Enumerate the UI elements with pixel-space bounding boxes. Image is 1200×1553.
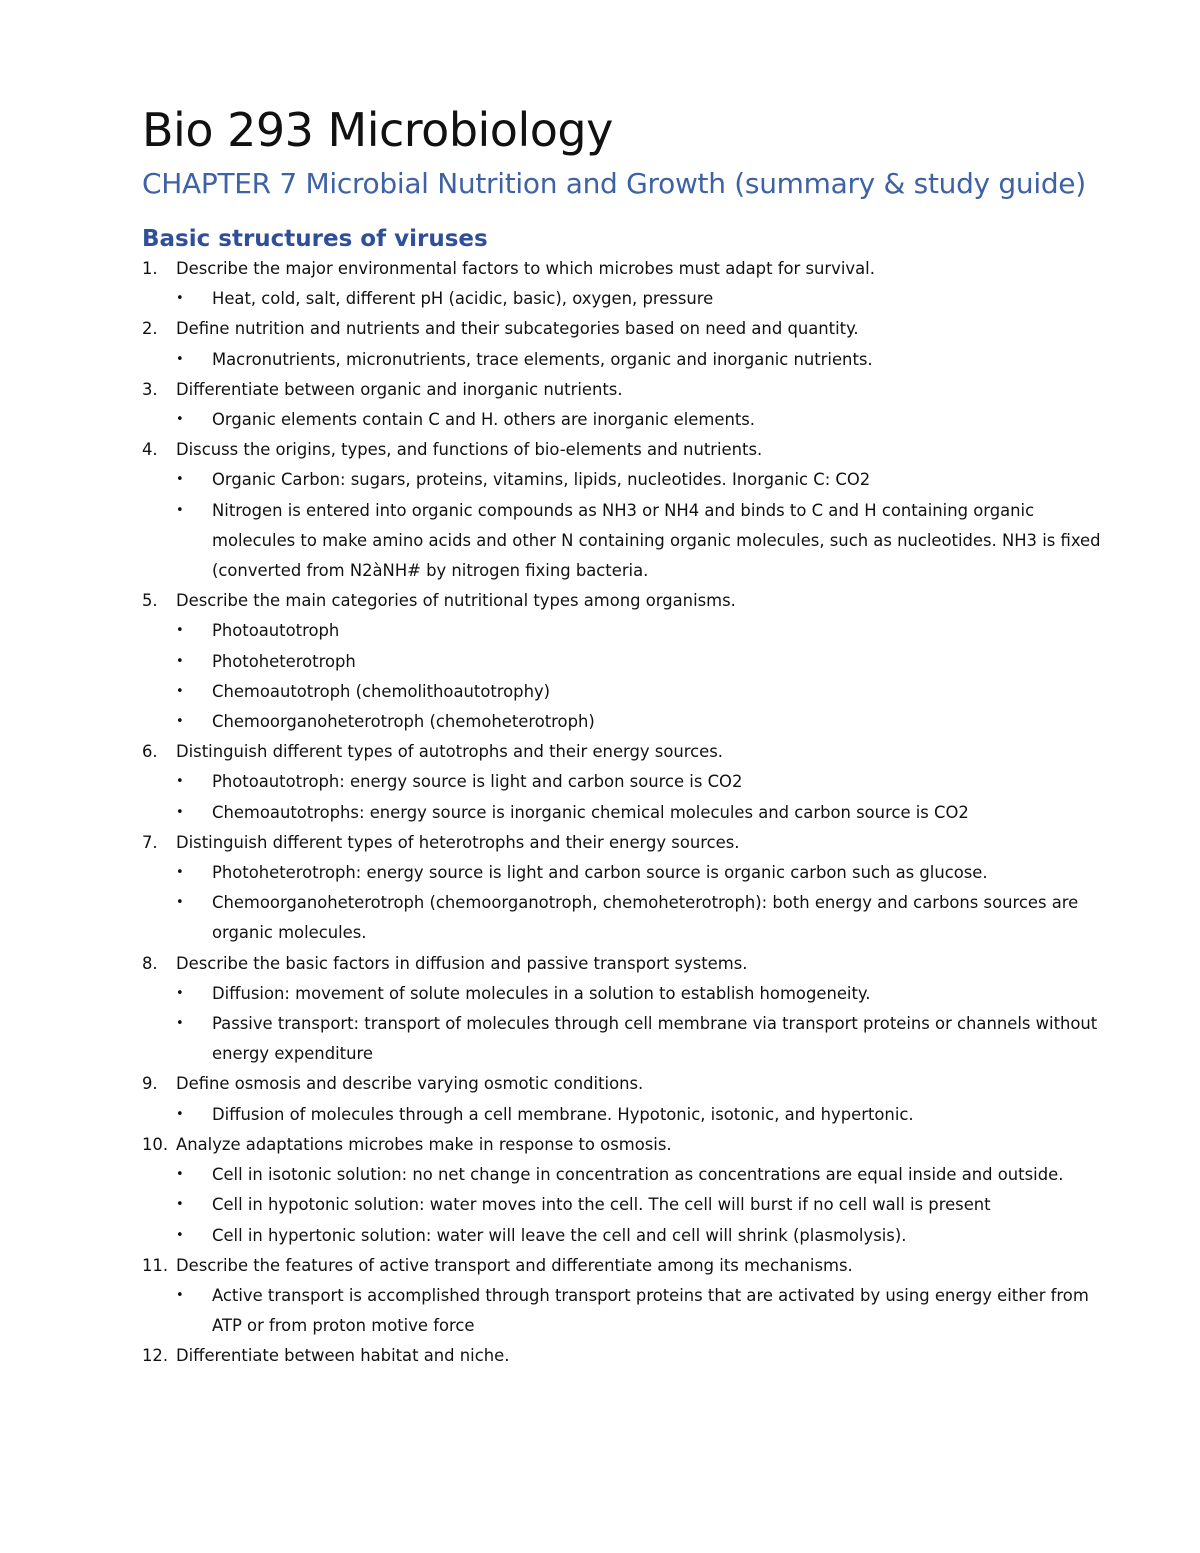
answer-text: Photoheterotroph: energy source is light and carbon source is organic carbon such as glucose. — [212, 863, 988, 883]
question-number: 4. — [142, 440, 158, 460]
answer-text: Macronutrients, micronutrients, trace elements, organic and inorganic nutrients. — [212, 349, 873, 369]
bullet-icon: • — [176, 804, 184, 820]
question-number: 7. — [142, 832, 158, 852]
question-item — [142, 1069, 1122, 1129]
bullet-icon: • — [176, 502, 184, 518]
question-item — [142, 1130, 1122, 1251]
question-number: 1. — [142, 259, 158, 278]
question-item — [142, 1341, 1122, 1371]
question-number: 9. — [142, 1074, 158, 1094]
answer-text: Active transport is accomplished through transport proteins that are activated by using energy either from ATP or from proton motive force — [212, 1285, 1089, 1336]
answer-list — [176, 767, 1122, 827]
answer-text: Photoautotroph: energy source is light and carbon source is CO2 — [212, 772, 743, 792]
answer-list — [176, 284, 1122, 314]
answer-text: Nitrogen is entered into organic compounds as NH3 or NH4 and binds to C and H containing organic molecules to make amino acids and other N containing organic molecules, such as nucleotides. NH3 is fixed (converted from N2àNH# by nitrogen fixing bacteria. — [212, 500, 1101, 581]
answer-text: Chemoautotrophs: energy source is inorganic chemical molecules and carbon source is CO2 — [212, 802, 969, 822]
question-item — [142, 949, 1122, 1070]
answer-text: Photoheterotroph — [212, 651, 356, 671]
bullet-icon: • — [176, 653, 184, 669]
answer-item — [176, 707, 1122, 737]
question-number: 3. — [142, 379, 158, 399]
answer-item — [176, 496, 1122, 587]
bullet-icon: • — [176, 1106, 184, 1122]
answer-item — [176, 647, 1122, 677]
question-text: Describe the features of active transport and differentiate among its mechanisms. — [176, 1255, 853, 1275]
question-item — [142, 435, 1122, 586]
answer-list — [176, 1160, 1122, 1251]
bullet-icon: • — [176, 1287, 184, 1303]
bullet-icon: • — [176, 1016, 184, 1032]
question-item — [142, 737, 1122, 828]
question-number: 12. — [142, 1346, 169, 1366]
question-number: 2. — [142, 319, 158, 339]
question-text: Define nutrition and nutrients and their subcategories based on need and quantity. — [176, 319, 859, 339]
answer-item — [176, 345, 1122, 375]
bullet-icon: • — [176, 351, 184, 367]
answer-list — [176, 616, 1122, 737]
answer-text: Chemoorganoheterotroph (chemoorganotroph, chemoheterotroph): both energy and carbons sources are organic molecules. — [212, 893, 1079, 943]
bullet-icon: • — [176, 1197, 184, 1213]
section-heading: Basic structures of viruses — [142, 226, 488, 252]
question-text: Describe the major environmental factors to which microbes must adapt for survival. — [176, 259, 875, 278]
answer-list — [176, 979, 1122, 1070]
question-text: Discuss the origins, types, and functions of bio-elements and nutrients. — [176, 440, 763, 460]
answer-item — [176, 767, 1122, 797]
question-number: 5. — [142, 591, 158, 611]
question-text: Analyze adaptations microbes make in response to osmosis. — [176, 1134, 672, 1154]
answer-item — [176, 1190, 1122, 1220]
answer-item — [176, 616, 1122, 646]
answer-item — [176, 1009, 1122, 1069]
bullet-icon: • — [176, 1167, 184, 1183]
answer-list — [176, 1100, 1122, 1130]
bullet-icon: • — [176, 714, 184, 730]
answer-text: Cell in hypotonic solution: water moves into the cell. The cell will burst if no cell wall is present — [212, 1195, 991, 1215]
bullet-icon: • — [176, 412, 184, 428]
question-item — [142, 586, 1122, 737]
question-item — [142, 375, 1122, 435]
question-number: 11. — [142, 1255, 169, 1275]
answer-text: Chemoorganoheterotroph (chemoheterotroph) — [212, 712, 595, 732]
answer-item — [176, 1221, 1122, 1251]
answer-text: Passive transport: transport of molecules through cell membrane via transport proteins or channels without energy expenditure — [212, 1014, 1098, 1064]
answer-text: Diffusion of molecules through a cell membrane. Hypotonic, isotonic, and hypertonic. — [212, 1104, 914, 1124]
answer-item — [176, 1100, 1122, 1130]
question-item — [142, 254, 1122, 314]
answer-text: Photoautotroph — [212, 621, 340, 641]
answer-item — [176, 405, 1122, 435]
bullet-icon: • — [176, 291, 184, 307]
answer-item — [176, 1160, 1122, 1190]
bullet-icon: • — [176, 895, 184, 911]
answer-item — [176, 979, 1122, 1009]
answer-item — [176, 858, 1122, 888]
document-page — [142, 100, 1122, 1372]
question-number: 8. — [142, 953, 158, 973]
answer-item — [176, 798, 1122, 828]
answer-text: Diffusion: movement of solute molecules in a solution to establish homogeneity. — [212, 983, 871, 1003]
answer-item — [176, 284, 1122, 314]
answer-text: Cell in hypertonic solution: water will leave the cell and cell will shrink (plasmolysis). — [212, 1225, 907, 1245]
question-text: Differentiate between habitat and niche. — [176, 1346, 510, 1366]
document-subtitle: CHAPTER 7 Microbial Nutrition and Growth (summary & study guide) — [142, 167, 1086, 200]
question-text: Define osmosis and describe varying osmotic conditions. — [176, 1074, 644, 1094]
answer-list — [176, 858, 1122, 949]
bullet-icon: • — [176, 774, 184, 790]
bullet-icon: • — [176, 472, 184, 488]
bullet-icon: • — [176, 623, 184, 639]
question-item — [142, 1251, 1122, 1342]
answer-item — [176, 465, 1122, 495]
answer-text: Organic elements contain C and H. others are inorganic elements. — [212, 410, 756, 430]
question-number: 10. — [142, 1134, 169, 1154]
answer-item — [176, 888, 1122, 948]
answer-list — [176, 405, 1122, 435]
answer-list — [176, 345, 1122, 375]
bullet-icon: • — [176, 1227, 184, 1243]
question-item — [142, 314, 1122, 374]
answer-list — [176, 465, 1122, 586]
question-number: 6. — [142, 742, 158, 762]
answer-list — [176, 1281, 1122, 1341]
answer-item — [176, 677, 1122, 707]
question-text: Distinguish different types of heterotrophs and their energy sources. — [176, 832, 740, 852]
question-text: Describe the basic factors in diffusion and passive transport systems. — [176, 953, 748, 973]
question-text: Differentiate between organic and inorganic nutrients. — [176, 379, 623, 399]
question-text: Describe the main categories of nutritional types among organisms. — [176, 591, 736, 611]
answer-item — [176, 1281, 1122, 1341]
question-item — [142, 828, 1122, 949]
question-text: Distinguish different types of autotrophs and their energy sources. — [176, 742, 723, 762]
bullet-icon: • — [176, 683, 184, 699]
answer-text: Cell in isotonic solution: no net change in concentration as concentrations are equal inside and outside. — [212, 1165, 1064, 1185]
answer-text: Heat, cold, salt, different pH (acidic, basic), oxygen, pressure — [212, 289, 714, 309]
question-list — [142, 254, 1122, 1372]
bullet-icon: • — [176, 865, 184, 881]
document-title: Bio 293 Microbiology — [142, 103, 613, 157]
bullet-icon: • — [176, 985, 184, 1001]
answer-text: Chemoautotroph (chemolithoautotrophy) — [212, 681, 551, 701]
answer-text: Organic Carbon: sugars, proteins, vitamins, lipids, nucleotides. Inorganic C: CO2 — [212, 470, 871, 490]
